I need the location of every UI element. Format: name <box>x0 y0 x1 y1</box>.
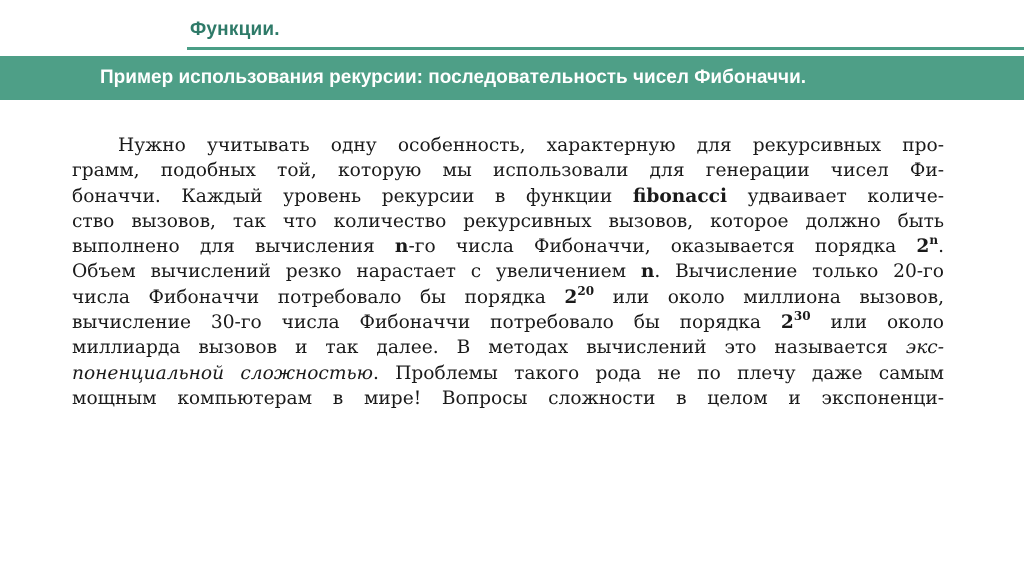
text-segment: 2 <box>780 312 794 334</box>
text-segment: . <box>938 236 944 258</box>
text-segment: поненциальной сложностью <box>72 362 373 384</box>
text-segment: вычисление 30-го числа Фибоначчи потребовало бы порядка <box>72 312 781 334</box>
text-segment: числа Фибоначчи потребовало бы порядка <box>72 286 565 308</box>
text-segment: экс- <box>905 337 944 359</box>
text-segment: миллиарда вызовов и так далее. В методах вычислений это называется <box>72 337 906 359</box>
text-line <box>72 234 944 259</box>
text-segment: 30 <box>793 309 811 324</box>
text-segment: грамм, подобных той, которую мы использовали для генерации чисел Фи- <box>72 160 944 182</box>
text-segment: мощным компьютерам в мире! Вопросы сложности в целом и экспоненци- <box>72 387 944 409</box>
text-segment: или около <box>810 312 944 334</box>
text-line <box>72 285 944 310</box>
text-line <box>72 133 944 158</box>
text-segment: fibonacci <box>632 185 728 207</box>
header-divider <box>187 47 1024 50</box>
text-line <box>72 259 944 284</box>
text-line <box>72 335 944 360</box>
text-segment: 2 <box>564 286 578 308</box>
text-segment: . Проблемы такого рода не по плечу даже самым <box>372 362 944 384</box>
text-segment: 2 <box>916 236 930 258</box>
text-segment: Объем вычислений резко нарастает с увеличением <box>72 261 641 283</box>
text-segment: n <box>640 261 655 283</box>
text-line <box>72 361 944 386</box>
text-segment: или около миллиона вызовов, <box>594 286 944 308</box>
text-segment: n <box>394 236 409 258</box>
title-banner <box>0 56 1024 100</box>
banner-title: Пример использования рекурсии: последовательность чисел Фибоначчи. <box>100 67 807 88</box>
text-segment: удваивает количе- <box>727 185 944 207</box>
document-text <box>72 133 944 411</box>
text-segment: 20 <box>577 283 595 298</box>
text-segment: Нужно учитывать одну особенность, характерную для рекурсивных про- <box>118 135 944 156</box>
section-title: Функции. <box>190 19 280 40</box>
text-segment: ство вызовов, так что количество рекурсивных вызовов, которое должно быть <box>72 210 944 232</box>
text-segment: выполнено для вычисления <box>72 236 395 258</box>
text-line <box>72 158 944 183</box>
text-line <box>72 310 944 335</box>
text-line <box>72 386 944 411</box>
text-segment: боначчи. Каждый уровень рекурсии в функции <box>72 185 633 207</box>
text-segment: n <box>929 233 939 248</box>
text-segment: . Вычисление только 20-го <box>654 261 944 283</box>
text-segment: -го числа Фибоначчи, оказывается порядка <box>408 236 917 258</box>
text-line <box>72 184 944 209</box>
text-line <box>72 209 944 234</box>
